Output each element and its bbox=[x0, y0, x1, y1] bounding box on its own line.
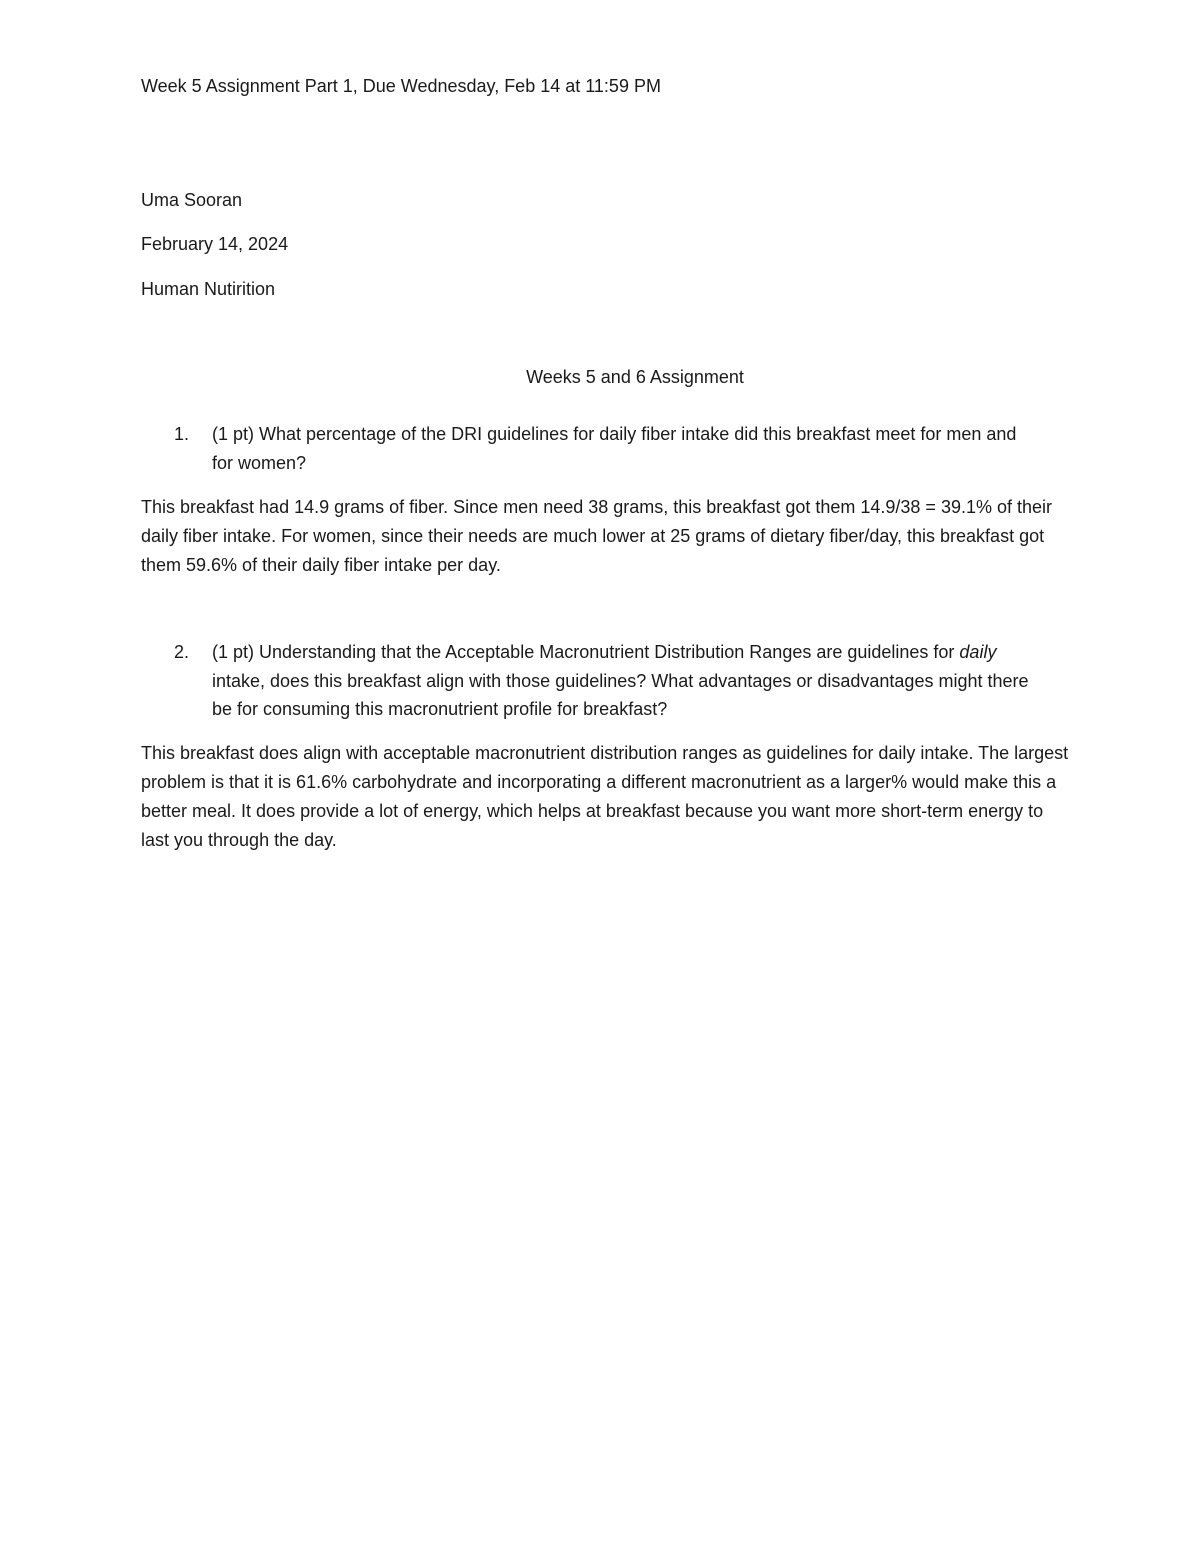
question-1 bbox=[174, 420, 1034, 477]
question-text-before: (1 pt) Understanding that the Acceptable Macronutrient Distribution Ranges are guidelines for bbox=[212, 642, 960, 662]
answer-1: This breakfast had 14.9 grams of fiber. Since men need 38 grams, this breakfast got them 14.9/38 = 39.1% of their daily fiber intake. For women, since their needs are much lower at 25 grams of dietary fiber/day, this breakfast got them 59.6% of their daily fiber intake per day. bbox=[141, 497, 1053, 575]
assignment-header: Week 5 Assignment Part 1, Due Wednesday, Feb 14 at 11:59 PM bbox=[141, 76, 661, 96]
question-number: 2. bbox=[174, 642, 190, 662]
question-text: (1 pt) What percentage of the DRI guidelines for daily fiber intake did this breakfast meet for men and for women? bbox=[212, 424, 1017, 473]
submission-date: February 14, 2024 bbox=[141, 234, 289, 254]
document-title: Weeks 5 and 6 Assignment bbox=[526, 367, 744, 387]
question-text-after: intake, does this breakfast align with those guidelines? What advantages or disadvantages might there be for consuming this macronutrient profile for breakfast? bbox=[212, 670, 1029, 719]
answer-2: This breakfast does align with acceptable macronutrient distribution ranges as guidelines for daily intake. The largest problem is that it is 61.6% carbohydrate and incorporating a different macronutrient as a larger% would make this a better meal. It does provide a lot of energy, which helps at breakfast because you want more short-term energy to last you through the day. bbox=[141, 743, 1069, 850]
question-2 bbox=[174, 638, 1034, 724]
question-text-emphasis: daily bbox=[959, 642, 997, 662]
course-name: Human Nutirition bbox=[141, 279, 276, 299]
author-name: Uma Sooran bbox=[141, 190, 243, 210]
question-number: 1. bbox=[174, 424, 190, 444]
question-text bbox=[212, 638, 1034, 724]
